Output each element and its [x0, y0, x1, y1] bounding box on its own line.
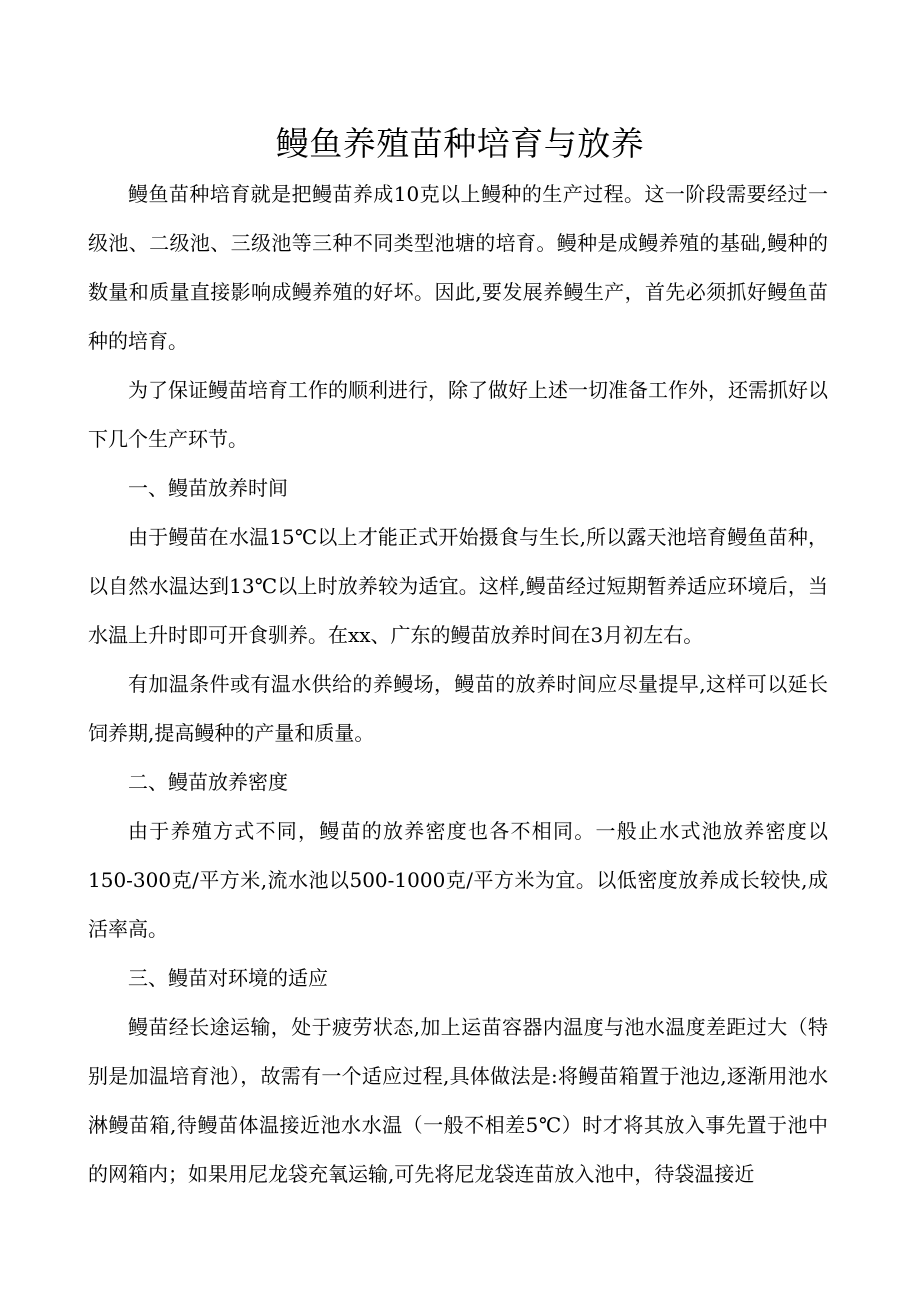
paragraph-heated-ponds: 有加温条件或有温水供给的养鳗场，鳗苗的放养时间应尽量提早,这样可以延长饲养期,提高鳗种的产量和质量。: [88, 672, 828, 745]
document-body: [88, 170, 828, 1199]
paragraph-environment-adaptation: 鳗苗经长途运输，处于疲劳状态,加上运苗容器内温度与池水温度差距过大（特别是加温培育池），故需有一个适应过程,具体做法是:将鳗苗箱置于池边,逐渐用池水淋鳗苗箱,待鳗苗体温接近池水水温（一般不相差5℃）时才将其放入事先置于池中的网箱内；如果用尼龙袋充氧运输,可先将尼龙袋连苗放入池中，待袋温接近: [88, 1015, 828, 1186]
paragraph-stocking-time: 由于鳗苗在水温15℃以上才能正式开始摄食与生长,所以露天池培育鳗鱼苗种，以自然水温达到13℃以上时放养较为适宜。这样,鳗苗经过短期暂养适应环境后，当水温上升时即可开食驯养。在xx、广东的鳗苗放养时间在3月初左右。: [88, 525, 828, 647]
paragraph-production-steps: 为了保证鳗苗培育工作的顺利进行，除了做好上述一切准备工作外，还需抓好以下几个生产环节。: [88, 378, 828, 451]
section-heading-stocking-density: 二、鳗苗放养密度: [128, 770, 288, 794]
paragraph-stocking-density: 由于养殖方式不同，鳗苗的放养密度也各不相同。一般止水式池放养密度以150-300克/平方米,流水池以500-1000克/平方米为宜。以低密度放养成长较快,成活率高。: [88, 819, 828, 941]
paragraph-intro: 鳗鱼苗种培育就是把鳗苗养成10克以上鳗种的生产过程。这一阶段需要经过一级池、二级池、三级池等三种不同类型池塘的培育。鳗种是成鳗养殖的基础,鳗种的数量和质量直接影响成鳗养殖的好坏。因此,要发展养鳗生产，首先必须抓好鳗鱼苗种的培育。: [88, 182, 828, 353]
section-heading-environment-adaptation: 三、鳗苗对环境的适应: [128, 966, 328, 990]
section-heading-stocking-time: 一、鳗苗放养时间: [128, 476, 288, 500]
document-title: 鳗鱼养殖苗种培育与放养: [275, 124, 645, 163]
